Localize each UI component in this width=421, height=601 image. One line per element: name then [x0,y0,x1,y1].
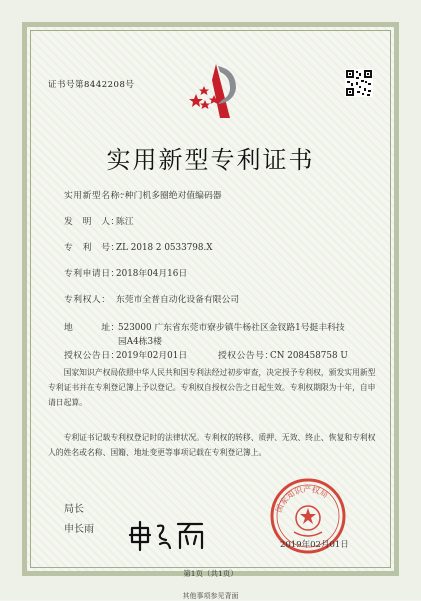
field-label: 授权公告日： [64,351,120,361]
svg-text:国家知识产权局 [274,484,329,514]
field-label: 专 利 号： [64,243,120,253]
body-paragraph-1: 国家知识产权局依照中华人民共和国专利法经过初步审查，决定授予专利权，颁发实用新型专利证书并在专利登记簿上予以登记。专利权自授权公告之日起生效。专利权期限为十年，自申请日起算。 [48,368,376,407]
field-label: 授权公告号： [218,351,274,361]
field-value: 东莞市全普自动化设备有限公司 [116,295,240,305]
field-patent-holder [64,292,239,305]
field-value: 2019年02月01日 [116,351,188,361]
field-patent-number [64,240,213,253]
field-value: ZL 2018 2 0533798.X [116,243,213,253]
field-address [64,320,120,333]
field-value: 一种门机多圈绝对值编码器 [116,191,222,201]
body-paragraph-2: 专利证书记载专利权登记时的法律状况。专利权的转移、质押、无效、终止、恢复和专利权人的姓名或名称、国籍、地址变更等事项记载在专利登记簿上。 [48,433,376,457]
field-inventor [64,214,134,227]
address-line-2: 园A4栋3楼 [118,337,162,347]
field-value: 2018年04月16日 [116,269,188,279]
field-label: 实用新型名称： [64,191,130,201]
director-title: 局长 [64,504,84,515]
field-grant-date [64,348,187,361]
field-utility-model-name [64,188,222,201]
field-value: CN 208458758 U [270,351,348,361]
stamp-date: 2019年02月01日 [280,540,349,550]
handwritten-signature-icon [126,518,206,552]
field-label: 发 明 人： [64,217,120,227]
field-label: 专利权人： [64,295,111,305]
field-label: 专利申请日： [64,269,120,279]
certificate-title: 实用新型专利证书 [106,146,315,174]
address-line-1: 523000 广东省东莞市寮步镇牛杨社区金钗路1号挺丰科技 [118,323,345,333]
field-filing-date [64,266,187,279]
director-name: 申长雨 [64,524,94,535]
bottom-note: 其他事项参见背面 [182,592,239,600]
seal-text: 国家知识产权局 [274,484,330,514]
field-label: 地 址： [64,323,120,333]
qr-code-icon [345,69,373,97]
field-value: 陈江 [116,217,134,227]
cnipa-logo-icon [188,60,240,120]
certificate-number: 证书号第8442208号 [48,80,135,90]
field-grant-number [218,348,348,361]
page-number: 第1页（共1页） [183,569,238,578]
